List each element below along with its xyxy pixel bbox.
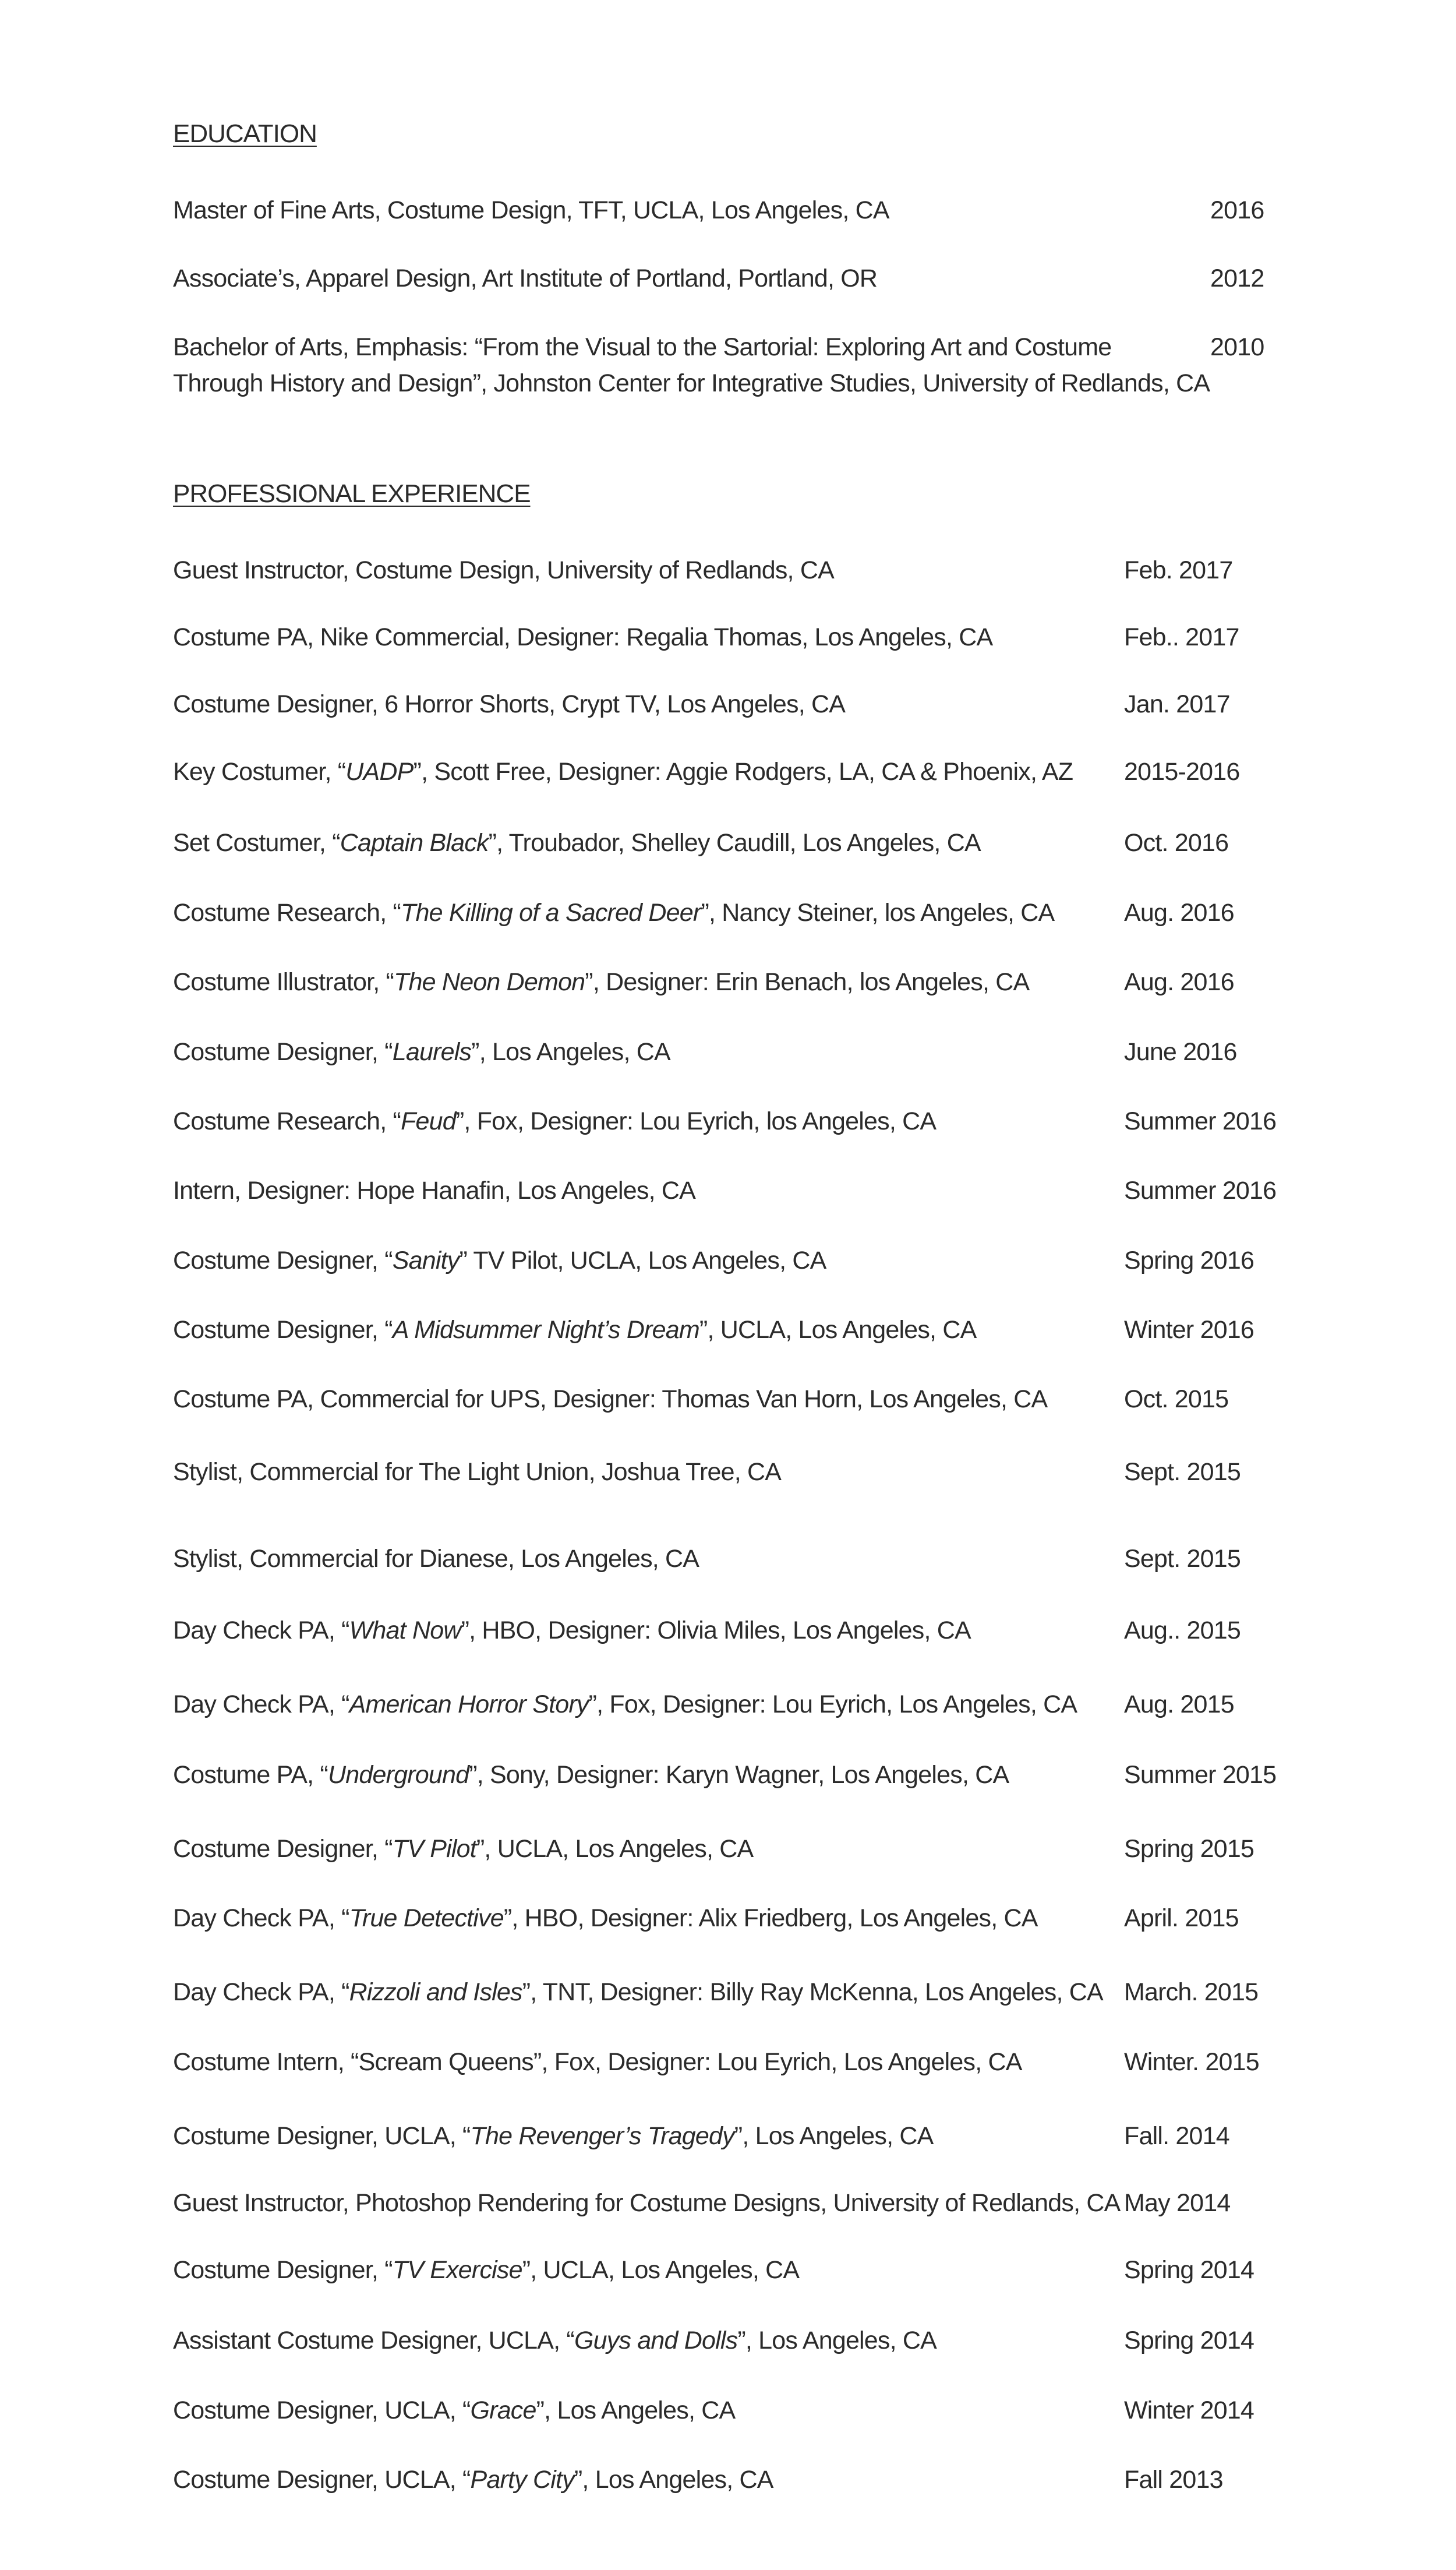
experience-item-date: Sept. 2015 <box>1124 1545 1241 1573</box>
experience-item <box>173 825 981 861</box>
experience-item-production-title: Laurels <box>392 1038 472 1066</box>
experience-item-text: Costume Designer, UCLA, “ <box>173 2466 471 2494</box>
experience-item-text-rest: ”, Sony, Designer: Karyn Wagner, Los Angeles, CA <box>469 1761 1009 1789</box>
experience-item-text: Stylist, Commercial for The Light Union, Joshua Tree, CA <box>173 1458 782 1486</box>
experience-item-text-rest: ” TV Pilot, UCLA, Los Angeles, CA <box>459 1247 826 1275</box>
experience-item-production-title: Feud <box>401 1107 456 1135</box>
experience-item-text: Day Check PA, “ <box>173 1616 349 1644</box>
experience-item <box>173 2392 735 2428</box>
experience-item-production-title: TV Pilot <box>392 1835 476 1863</box>
experience-item-production-title: TV Exercise <box>392 2256 522 2284</box>
experience-item-date: Summer 2016 <box>1124 1107 1277 1135</box>
education-item-text-line1: Bachelor of Arts, Emphasis: “From the Visual to the Sartorial: Exploring Art and Costume <box>173 333 1112 361</box>
experience-item-production-title: The Neon Demon <box>394 968 585 996</box>
experience-item-date: Aug. 2015 <box>1124 1690 1234 1718</box>
experience-item-date: Fall. 2014 <box>1124 2122 1229 2150</box>
experience-item-date: Aug. 2016 <box>1124 968 1234 996</box>
experience-item-text: Costume Designer, UCLA, “ <box>173 2122 471 2150</box>
experience-item-text: Costume Designer, “ <box>173 1038 393 1066</box>
experience-item-production-title: Rizzoli and Isles <box>349 1978 522 2006</box>
experience-item-text-rest: ”, Scott Free, Designer: Aggie Rodgers, LA, CA & Phoenix, AZ <box>413 758 1073 786</box>
education-item <box>173 192 889 228</box>
experience-item-text: Day Check PA, “ <box>173 1978 349 2006</box>
experience-item-text-rest: ”, UCLA, Los Angeles, CA <box>522 2256 800 2284</box>
experience-item <box>173 686 845 722</box>
education-item-year: 2016 <box>1210 196 1264 224</box>
experience-item-date: April. 2015 <box>1124 1904 1239 1932</box>
experience-item-text: Costume Designer, “ <box>173 1835 393 1863</box>
experience-item-date: Fall 2013 <box>1124 2466 1223 2494</box>
experience-item <box>173 895 1054 931</box>
experience-item-text: Costume Designer, 6 Horror Shorts, Crypt TV, Los Angeles, CA <box>173 690 846 718</box>
experience-item <box>173 1454 781 1490</box>
education-item-year: 2012 <box>1210 264 1264 292</box>
experience-item-production-title: Underground <box>328 1761 469 1789</box>
experience-item-text-rest: ”, Los Angeles, CA <box>536 2396 736 2424</box>
experience-item <box>173 1541 699 1577</box>
experience-item <box>173 2462 773 2498</box>
experience-item <box>173 1757 1009 1793</box>
experience-item-text: Intern, Designer: Hope Hanafin, Los Angeles, CA <box>173 1177 695 1205</box>
experience-item-text: Costume PA, “ <box>173 1761 328 1789</box>
experience-item-date: Aug. 2016 <box>1124 899 1234 927</box>
experience-item-text: Costume Designer, “ <box>173 2256 393 2284</box>
experience-item-text-rest: ”, Los Angeles, CA <box>734 2122 934 2150</box>
education-item <box>173 260 877 296</box>
experience-item <box>173 1242 826 1279</box>
experience-item-text: Assistant Costume Designer, UCLA, “ <box>173 2327 574 2354</box>
experience-item-text: Costume Research, “ <box>173 1107 401 1135</box>
experience-item-text: Costume Illustrator, “ <box>173 968 394 996</box>
experience-item-production-title: The Revenger’s Tragedy <box>470 2122 734 2150</box>
experience-item <box>173 1173 695 1209</box>
experience-item-date: May 2014 <box>1124 2189 1231 2217</box>
experience-item-text-rest: ”, UCLA, Los Angeles, CA <box>699 1316 977 1344</box>
experience-item <box>173 754 1073 790</box>
experience-heading: PROFESSIONAL EXPERIENCE <box>173 479 531 508</box>
experience-item-production-title: What Now <box>349 1616 461 1644</box>
experience-item-text-rest: ”, Los Angeles, CA <box>737 2327 937 2354</box>
education-item-text: Associate’s, Apparel Design, Art Institute of Portland, Portland, OR <box>173 264 878 292</box>
experience-item-production-title: American Horror Story <box>349 1690 589 1718</box>
experience-item-date: Feb.. 2017 <box>1124 623 1239 651</box>
experience-item-date: Sept. 2015 <box>1124 1458 1241 1486</box>
experience-item-production-title: Grace <box>470 2396 536 2424</box>
experience-item-production-title: True Detective <box>349 1904 504 1932</box>
experience-item-text: Costume Research, “ <box>173 899 401 927</box>
experience-item-date: March. 2015 <box>1124 1978 1259 2006</box>
experience-item-text-rest: ”, Los Angeles, CA <box>471 1038 670 1066</box>
experience-item-production-title: Party City <box>470 2466 574 2494</box>
experience-item-date: Spring 2014 <box>1124 2327 1254 2354</box>
experience-item-production-title: The Killing of a Sacred Deer <box>401 899 701 927</box>
experience-item <box>173 1612 971 1648</box>
experience-item-text: Costume Designer, “ <box>173 1247 393 1275</box>
experience-item <box>173 1686 1077 1722</box>
experience-item-production-title: Guys and Dolls <box>574 2327 738 2354</box>
experience-item-text: Key Costumer, “ <box>173 758 346 786</box>
experience-item-date: Aug.. 2015 <box>1124 1616 1241 1644</box>
experience-item <box>173 2322 936 2359</box>
experience-item-date: Oct. 2016 <box>1124 829 1229 857</box>
experience-item <box>173 1103 936 1139</box>
experience-item-text: Stylist, Commercial for Dianese, Los Angeles, CA <box>173 1545 699 1573</box>
education-item-year: 2010 <box>1210 333 1264 361</box>
experience-item <box>173 964 1029 1000</box>
experience-item <box>173 1381 1047 1417</box>
experience-item <box>173 1974 1103 2010</box>
experience-item <box>173 2044 1022 2080</box>
experience-item-date: Summer 2015 <box>1124 1761 1277 1789</box>
experience-item-date: Winter 2014 <box>1124 2396 1254 2424</box>
experience-item <box>173 552 834 588</box>
experience-item <box>173 1831 753 1867</box>
experience-item-date: Spring 2014 <box>1124 2256 1254 2284</box>
experience-item-date: Spring 2015 <box>1124 1835 1254 1863</box>
experience-item-production-title: Captain Black <box>340 829 489 857</box>
experience-item-date: Oct. 2015 <box>1124 1385 1229 1413</box>
experience-item-text-rest: ”, Fox, Designer: Lou Eyrich, Los Angeles, CA <box>588 1690 1077 1718</box>
education-item <box>173 329 1210 401</box>
experience-item-text: Costume PA, Commercial for UPS, Designer: Thomas Van Horn, Los Angeles, CA <box>173 1385 1048 1413</box>
experience-item-date: 2015-2016 <box>1124 758 1240 786</box>
experience-item-text-rest: ”, Los Angeles, CA <box>574 2466 773 2494</box>
experience-item-text: Day Check PA, “ <box>173 1904 349 1932</box>
experience-item-text-rest: ”, Designer: Erin Benach, los Angeles, CA <box>585 968 1030 996</box>
experience-item-text-rest: ”, HBO, Designer: Alix Friedberg, Los Angeles, CA <box>503 1904 1038 1932</box>
experience-item-text: Guest Instructor, Costume Design, University of Redlands, CA <box>173 556 834 584</box>
experience-item-text-rest: ”, Troubador, Shelley Caudill, Los Angeles, CA <box>488 829 981 857</box>
experience-item-text: Guest Instructor, Photoshop Rendering for Costume Designs, University of Redlands, CA <box>173 2189 1121 2217</box>
experience-item-date: June 2016 <box>1124 1038 1237 1066</box>
experience-item-date: Spring 2016 <box>1124 1247 1254 1275</box>
experience-item-date: Winter. 2015 <box>1124 2048 1259 2076</box>
experience-item-production-title: A Midsummer Night’s Dream <box>392 1316 699 1344</box>
experience-item <box>173 1900 1038 1936</box>
experience-item-text: Costume Designer, “ <box>173 1316 393 1344</box>
experience-item-text-rest: ”, TNT, Designer: Billy Ray McKenna, Los Angeles, CA <box>522 1978 1103 2006</box>
education-item-text-line2: Through History and Design”, Johnston Center for Integrative Studies, University of Redlands, CA <box>173 369 1210 397</box>
experience-item-date: Jan. 2017 <box>1124 690 1230 718</box>
experience-item-date: Feb. 2017 <box>1124 556 1233 584</box>
experience-item-date: Summer 2016 <box>1124 1177 1277 1205</box>
experience-item <box>173 1034 670 1070</box>
experience-item-text-rest: ”, Fox, Designer: Lou Eyrich, los Angeles, CA <box>455 1107 936 1135</box>
experience-item-text: Day Check PA, “ <box>173 1690 349 1718</box>
experience-item <box>173 2252 799 2288</box>
experience-item-text: Costume Intern, “Scream Queens”, Fox, Designer: Lou Eyrich, Los Angeles, CA <box>173 2048 1022 2076</box>
experience-item-text-rest: ”, Nancy Steiner, los Angeles, CA <box>701 899 1055 927</box>
education-heading: EDUCATION <box>173 119 317 148</box>
experience-item-production-title: Sanity <box>392 1247 460 1275</box>
experience-item <box>173 2185 1121 2221</box>
experience-item <box>173 2118 934 2154</box>
experience-item-text: Costume Designer, UCLA, “ <box>173 2396 471 2424</box>
experience-item <box>173 1312 976 1348</box>
experience-item <box>173 619 992 655</box>
experience-item-date: Winter 2016 <box>1124 1316 1254 1344</box>
education-item-text: Master of Fine Arts, Costume Design, TFT, UCLA, Los Angeles, CA <box>173 196 889 224</box>
experience-item-text-rest: ”, HBO, Designer: Olivia Miles, Los Angeles, CA <box>461 1616 971 1644</box>
experience-item-text-rest: ”, UCLA, Los Angeles, CA <box>476 1835 754 1863</box>
experience-item-text: Set Costumer, “ <box>173 829 340 857</box>
experience-item-production-title: UADP <box>345 758 414 786</box>
experience-item-text: Costume PA, Nike Commercial, Designer: Regalia Thomas, Los Angeles, CA <box>173 623 993 651</box>
